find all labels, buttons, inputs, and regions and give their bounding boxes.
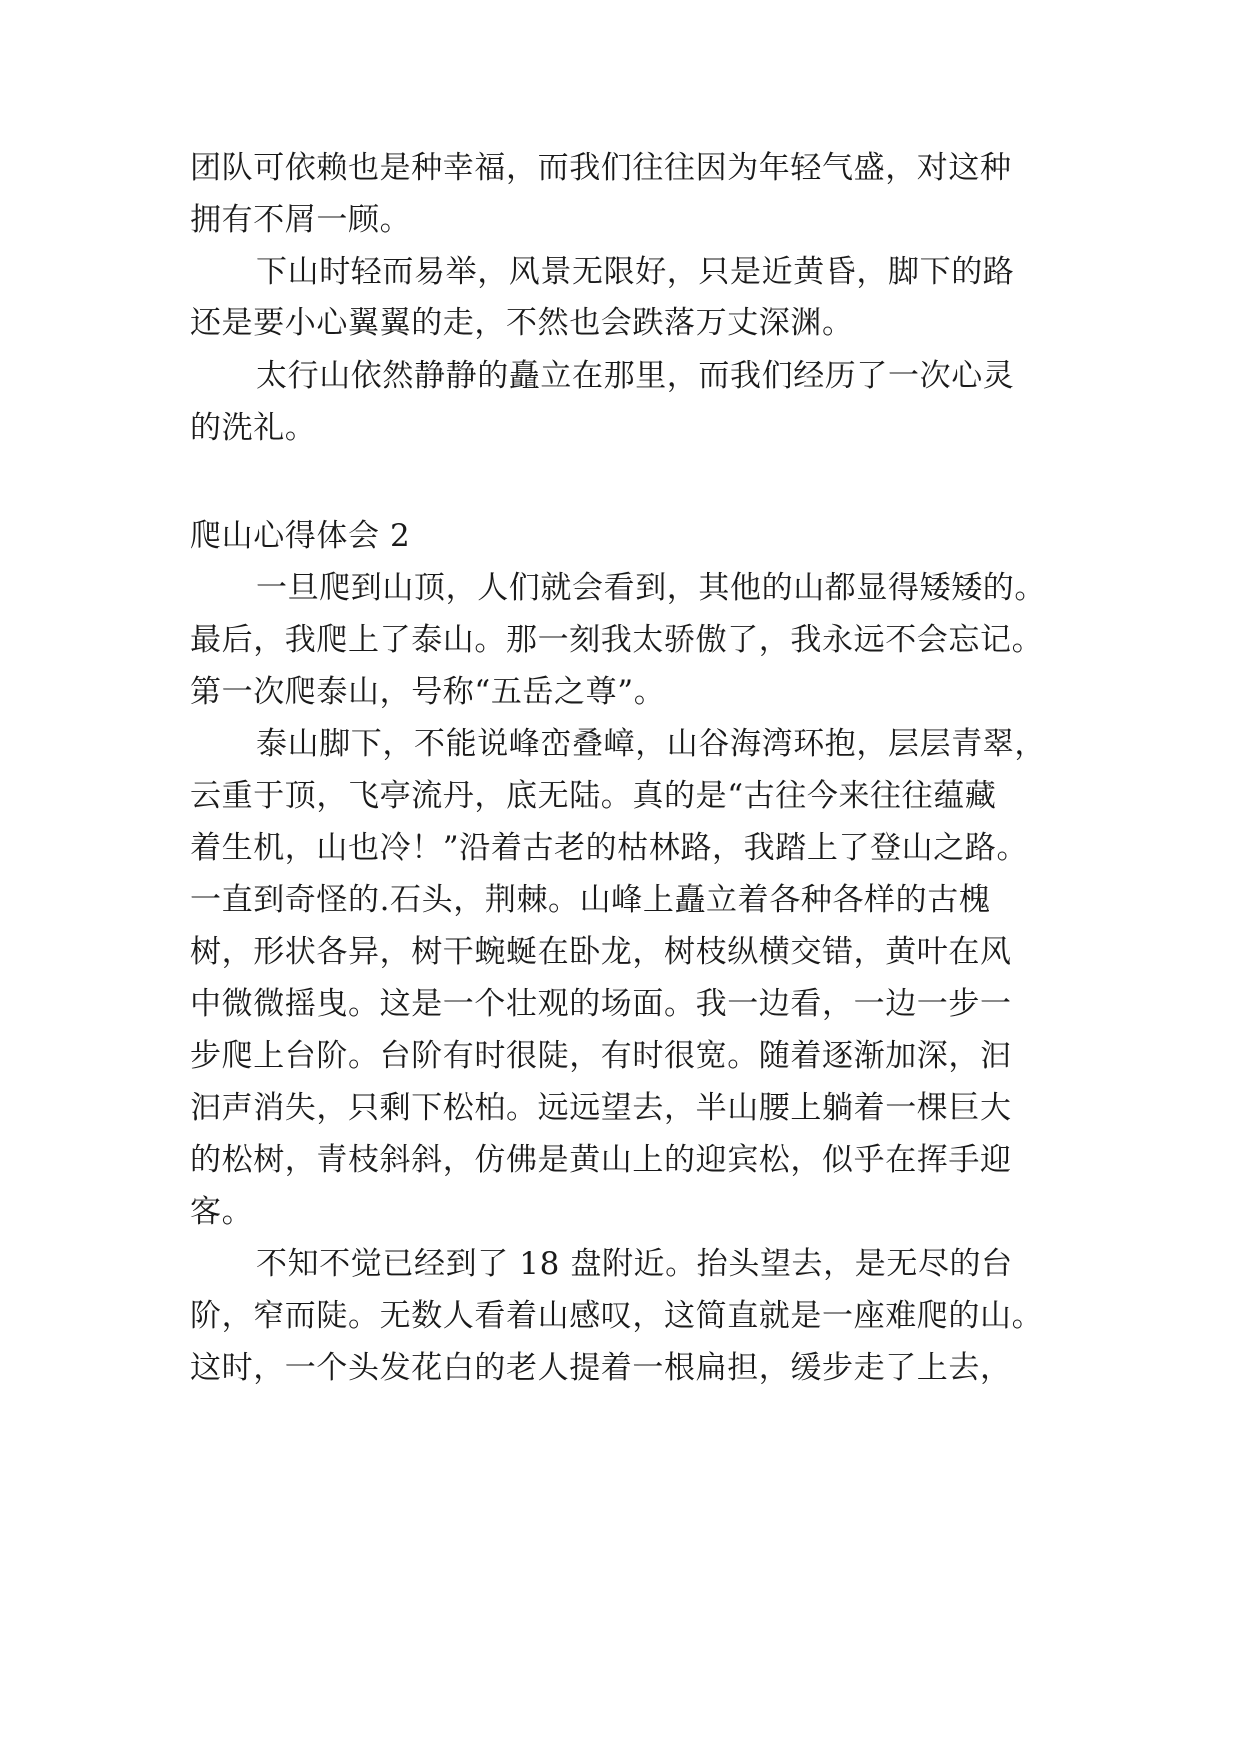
paragraph-line: 最后，我爬上了泰山。那一刻我太骄傲了，我永远不会忘记。 [190,622,1044,658]
paragraph-line: 下山时轻而易举，风景无限好，只是近黄昏，脚下的路 [256,254,1015,290]
paragraph-line: 泰山脚下，不能说峰峦叠嶂，山谷海湾环抱，层层青翠， [256,726,1046,762]
paragraph-line: 拥有不屑一顾。 [190,202,412,238]
paragraph-line: 客。 [190,1194,254,1230]
paragraph-line: 还是要小心翼翼的走，不然也会跌落万丈深渊。 [190,305,854,341]
section-title: 爬山心得体会 2 [190,518,411,554]
paragraph-line: 这时，一个头发花白的老人提着一根扁担，缓步走了上去， [190,1350,1012,1386]
paragraph-line: 树，形状各异，树干蜿蜒在卧龙，树枝纵横交错，黄叶在风 [190,934,1012,970]
paragraph-line: 一直到奇怪的.石头，荆棘。山峰上矗立着各种各样的古槐 [190,882,991,918]
paragraph-line: 不知不觉已经到了 18 盘附近。抬头望去，是无尽的台 [256,1246,1013,1282]
paragraph-line: 太行山依然静静的矗立在那里，而我们经历了一次心灵 [256,358,1015,394]
paragraph-line: 阶，窄而陡。无数人看着山感叹，这简直就是一座难爬的山。 [190,1298,1044,1334]
paragraph-line: 汩声消失，只剩下松柏。远远望去，半山腰上躺着一棵巨大 [190,1090,1012,1126]
paragraph-line: 步爬上台阶。台阶有时很陡，有时很宽。随着逐渐加深，汩 [190,1038,1012,1074]
paragraph-line: 的松树，青枝斜斜，仿佛是黄山上的迎宾松，似乎在挥手迎 [190,1142,1012,1178]
paragraph-line: 着生机，山也冷！”沿着古老的枯林路，我踏上了登山之路。 [190,830,1029,866]
paragraph-line: 的洗礼。 [190,410,317,446]
paragraph-line: 第一次爬泰山，号称“五岳之尊”。 [190,674,666,710]
paragraph-line: 团队可依赖也是种幸福，而我们往往因为年轻气盛，对这种 [190,150,1012,186]
paragraph-line: 云重于顶，飞亭流丹，底无陆。真的是“古往今来往往蕴藏 [190,778,997,814]
paragraph-line: 中微微摇曳。这是一个壮观的场面。我一边看，一边一步一 [190,986,1012,1022]
paragraph-line: 一旦爬到山顶，人们就会看到，其他的山都显得矮矮的。 [256,570,1046,606]
